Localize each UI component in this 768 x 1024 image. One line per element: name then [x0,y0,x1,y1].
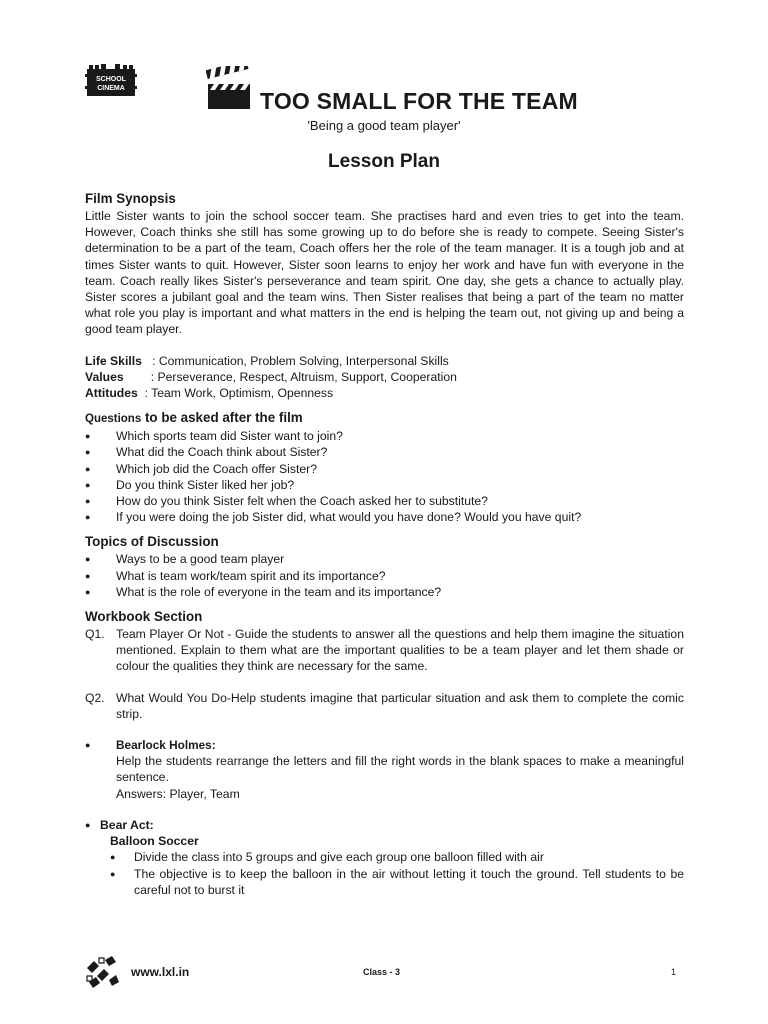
workbook-heading: Workbook Section [85,609,203,625]
topics-list [85,551,684,600]
bearact-title: ● Bear Act: [85,817,684,833]
bearlock-item [85,737,684,802]
q1-number: Q1. [85,627,105,642]
lxl-logo-icon [85,956,119,990]
questions-list [85,428,684,525]
list-item: ● Which job did the Coach offer Sister? [85,461,684,477]
skills-row-attitudes [85,385,684,401]
questions-heading: Questions to be asked after the film [85,410,303,426]
list-item: ● How do you think Sister felt when the Coach asked her to substitute? [85,493,684,509]
svg-text:SCHOOL: SCHOOL [96,76,126,83]
synopsis-text: Little Sister wants to join the school soccer team. She practises hard and even tries to get into the team. However, Coach thinks she still has some growing up to do before she is ready to compete. Seeing Sister's determination to be a part of the team, Coach offers her the role of the team manager. It is a tough job and at times Sister wants to quit. However, Sister soon learns to enjoy her work and have fun with everyone in the team. Coach really likes Sister's perseverance and team spirit. One day, she gets a chance to actually play. Sister scores a jubilant goal and the team wins. Then Sister realises that being a part of the team no matter what role you play is important and what matters in the end is helping the team out, not giving up and being a good team player. [85,209,684,337]
balloon-soccer-list [85,849,684,898]
list-item: ● Which sports team did Sister want to join? [85,428,684,444]
list-item: ● What is the role of everyone in the team and its importance? [85,584,684,600]
skills-label: Life Skills [85,353,153,368]
list-item: ● Divide the class into 5 groups and give each group one balloon filled with air [110,849,684,865]
workbook-q1 [85,626,684,675]
page-title: TOO SMALL FOR THE TEAM [260,88,578,114]
skills-row-values [85,369,684,385]
list-item: ● What did the Coach think about Sister? [85,444,684,460]
footer-class-label: Class - 3 [363,967,401,977]
bearlock-answers: Answers: Player, Team [116,786,240,801]
bearlock-text: Help the students rearrange the letters and fill the right words in the blank spaces to make a meaningful sentence. [116,754,684,785]
synopsis-heading: Film Synopsis [85,191,176,206]
list-item: ● The objective is to keep the balloon in the air without letting it touch the ground. Tell students to be careful not to burst it [110,866,684,898]
skills-value: : Team Work, Optimism, Openness [144,386,334,401]
list-item: ● What is team work/team spirit and its importance? [85,568,684,584]
q2-number: Q2. [85,690,105,705]
skills-row-life-skills [85,353,684,369]
list-item: ● Ways to be a good team player [85,551,684,567]
balloon-soccer-title: Balloon Soccer [110,834,199,849]
school-cinema-logo [85,64,137,98]
list-item: ● Do you think Sister liked her job? [85,477,684,493]
q2-text: What Would You Do-Help students imagine that particular situation and ask them to complete the comic strip. [116,690,684,721]
skills-label: Values [85,369,151,384]
skills-value: : Communication, Problem Solving, Interpersonal Skills [152,353,449,368]
skills-label: Attitudes [85,386,145,401]
page-subtitle: 'Being a good team player' [307,118,461,133]
list-item: ● If you were doing the job Sister did, what would you have done? Would you have quit? [85,509,684,525]
bearlock-section [85,737,684,802]
bearlock-title: ● Bearlock Holmes: [116,738,216,753]
svg-text:CINEMA: CINEMA [97,85,125,92]
lesson-plan-heading: Lesson Plan [328,151,440,172]
skills-value: : Perseverance, Respect, Altruism, Support, Cooperation [150,369,457,384]
q1-text: Team Player Or Not - Guide the students to answer all the questions and help them imagine the situation mentioned. Explain to them what are the important qualities to be a team player and let them shade or colour the qualities they think are necessary for the same. [116,627,684,674]
footer-page-number: 1 [671,967,677,977]
topics-heading: Topics of Discussion [85,534,219,550]
clapperboard-icon [206,66,252,110]
workbook-q2 [85,690,684,722]
footer-website: www.lxl.in [131,965,190,979]
main-content [85,190,684,898]
